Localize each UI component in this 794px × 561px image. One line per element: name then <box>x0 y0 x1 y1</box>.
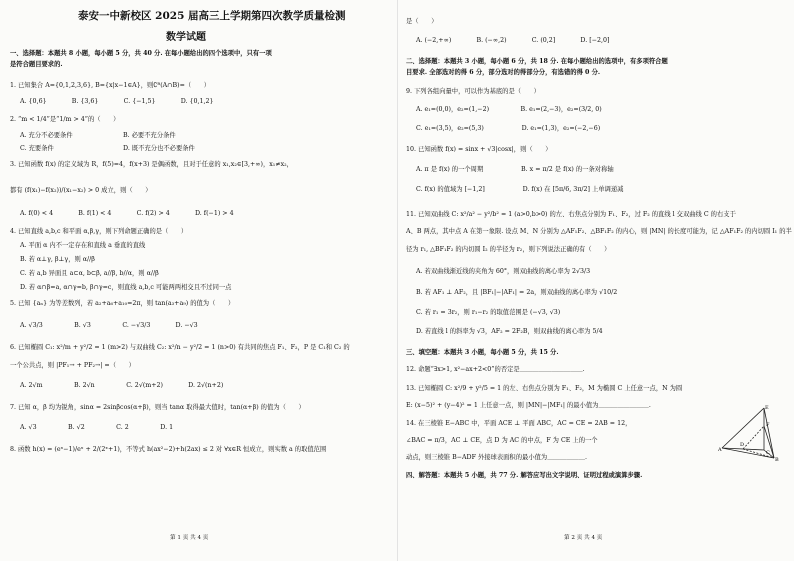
question-2-options-cd: C. 充要条件 D. 既不充分也不必要条件 <box>20 145 195 152</box>
question-5-options: A. √3/3 B. √3 C. −√3/3 D. −√3 <box>20 322 198 329</box>
question-2-options-ab: A. 充分不必要条件 B. 必要不充分条件 <box>20 132 176 139</box>
question-4-option-d: D. 若 α∩β=a, α∩γ=b, β∩γ=c，则直线 a,b,c 可能两两相交且不过同一点 <box>20 284 232 291</box>
question-7-options: A. √3 B. √2 C. 2 D. 1 <box>20 424 174 431</box>
question-3-cont: 都有 (f(x₁)−f(x₂))/(x₁−x₂) > 0 成立，则（ ） <box>10 187 152 194</box>
question-13-cont: E: (x−5)² + (y−4)² = 1 上任意一点，则 |MN|−|MF₁| 的最小值为＿＿＿＿＿＿＿＿. <box>406 402 651 409</box>
section-heading: 二、选择题：本题共 3 小题，每小题 6 分，共 18 分. 在每小题给出的选项中，有多项符合题 <box>406 58 668 65</box>
figure-label-d: D <box>740 442 745 448</box>
question-13: 13. 已知椭圆 C: x²/9 + y²/5 = 1 的左、右焦点分别为 F₁、F₂，M 为椭圆 C 上任意一点，N 为圆 <box>406 385 683 392</box>
question-6-options: A. 2√m B. 2√n C. 2√(m+2) D. 2√(n+2) <box>20 382 224 389</box>
question-14-cont: ∠BAC = π/3，AC ⊥ CE，点 D 为 AC 的中点，F 为 CE 上的一个 <box>406 437 598 444</box>
question-11: 11. 已知双曲线 C: x²/a² − y²/b² = 1 (a>0,b>0) 的左、右焦点分别为 F₁、F₂，过 F₂ 的直线 l 交双曲线 C 的右支于 <box>406 211 736 218</box>
question-1-options: A. {0,6} B. {3,6} C. {−1,5} D. {0,1,2} <box>20 98 214 105</box>
question-4: 4. 已知直线 a,b,c 和平面 α,β,γ，则下列命题正确的是（ ） <box>10 228 188 235</box>
question-8-tail: 是（ ） <box>406 18 438 25</box>
question-8-options: A. (−2,+∞) B. (−∞,2) C. (0,2] D. [−2,0] <box>416 37 610 44</box>
question-9-options-ab: A. e₁=(0,0)，e₂=(1,−2) B. e₁=(2,−3)，e₂=(3/2, 0) <box>416 106 602 113</box>
figure-label-e: E <box>765 405 769 411</box>
question-11-cont-2: 径为 r₁, △BF₁F₂ 的内切圆 I₂ 的半径为 r₂，则下列说法正确的有（ ） <box>406 246 611 253</box>
question-3-options: A. f(0) < 4 B. f(1) < 4 C. f(2) > 4 D. f(−1) > 4 <box>20 210 234 217</box>
question-10: 10. 已知函数 f(x) = sinx + √3|cosx|，则（ ） <box>406 146 552 153</box>
question-9: 9. 下列各组向量中，可以作为基底的是（ ） <box>406 88 540 95</box>
page-footer: 第 2 页 共 4 页 <box>564 535 603 541</box>
figure-label-a: A <box>718 447 722 453</box>
page-divider <box>397 0 398 561</box>
figure-label-c: C <box>766 450 770 456</box>
question-5: 5. 已知 {aₙ} 为等差数列，若 a₂+a₆+a₁₀=2π，则 tan(a₃+a₉) 的值为（ ） <box>10 300 235 307</box>
question-6: 6. 已知椭圆 C₁: x²/m + y²/2 = 1 (m>2) 与双曲线 C₂: x²/n − y²/2 = 1 (n>0) 有共同的焦点 F₁、F₂，P 是 C₁和 C₂ 的 <box>10 344 350 351</box>
figure-label-f: F <box>766 422 770 428</box>
section-heading: 一、选择题：本题共 8 小题，每小题 5 分，共 40 分. 在每小题给出的四个选项中，只有一项 <box>10 50 272 57</box>
question-8: 8. 函数 h(x) = (eˣ−1)/eˣ + 2/(2ˣ+1)，不等式 h(ax²−2)+h(2ax) ≤ 2 对 ∀x∈R 恒成立，则实数 a 的取值范围 <box>10 446 327 453</box>
pyramid-figure <box>718 404 782 462</box>
question-10-options-cd: C. f(x) 的值域为 [−1,2] D. f(x) 在 [5π/6, 3π/2] 上单调递减 <box>416 186 624 193</box>
question-2: 2. “m < 1/4”是“1/m > 4”的（ ） <box>10 116 120 123</box>
question-6-cont: 一个公共点，则 |PF₁→ + PF₂→| =（ ） <box>10 362 135 369</box>
question-11-option-d: D. 若直线 l 的斜率为 √3，AF₂ = 2F₂B，则双曲线的离心率为 5/4 <box>416 328 603 335</box>
question-11-cont-1: A、B 两点，其中点 A 在第一象限. 设点 M、N 分别为 △AF₁F₂、△BF₁F₂ 的内心，则 |MN| 的长度可能为，记 △AF₁F₂ 的内切圆 I₁ 的半 <box>406 228 792 235</box>
question-14-cont-2: 动点，则三棱锥 B−ADF 外接球表面积的最小值为＿＿＿＿＿＿. <box>406 454 587 461</box>
exam-subtitle: 数学试题 <box>166 32 206 43</box>
section-heading-fill: 三、填空题：本题共 3 小题，每小题 5 分，共 15 分. <box>406 349 559 356</box>
question-11-option-c: C. 若 r₁ = 3r₂，则 r₁−r₂ 的取值范围是 (−√3, √3) <box>416 309 561 316</box>
question-4-option-a: A. 平面 α 内不一定存在和直线 a 垂直的直线 <box>20 242 146 249</box>
question-14: 14. 在三棱锥 E−ABC 中，平面 ACE ⊥ 平面 ABC，AC = CE = 2AB = 12， <box>406 420 632 427</box>
question-4-option-b: B. 若 α⊥γ, β⊥γ，则 α//β <box>20 256 95 263</box>
section-heading-solve: 四、解答题：本题共 5 小题，共 77 分. 解答应写出文字说明、证明过程或演算步骤. <box>406 472 643 479</box>
question-12: 12. 命题“∃x>1, x²−ax+2<0”的否定是＿＿＿＿＿＿＿＿＿＿. <box>406 366 585 373</box>
section-heading-cont: 是符合题目要求的. <box>10 61 63 68</box>
figure-label-b: B <box>775 457 779 462</box>
question-9-options-cd: C. e₁=(3,5)，e₂=(5,3) D. e₁=(1,3)，e₂=(−2,−6) <box>416 125 601 132</box>
question-4-option-c: C. 若 a,b 异面且 a⊂α, b⊂β, a//β, b//α，则 α//β <box>20 270 159 277</box>
exam-title: 泰安一中新校区 2025 届高三上学期第四次教学质量检测 <box>78 10 346 22</box>
question-10-options-ab: A. π 是 f(x) 的一个周期 B. x = π/2 是 f(x) 的一条对称轴 <box>416 166 614 173</box>
question-3: 3. 已知函数 f(x) 的定义域为 R，f(5)=4，f(x+3) 是偶函数，且对于任意的 x₁,x₂∈[3,+∞)，x₁≠x₂， <box>10 161 293 168</box>
question-7: 7. 已知 α，β 均为锐角，sinα = 2sinβcos(α+β)，则当 tanα 取得最大值时，tan(α+β) 的值为（ ） <box>10 404 305 411</box>
question-1: 1. 已知集合 A={0,1,2,3,6}, B={x|x−1∈A}，则∁ᴮ(A∩B)=（ ） <box>10 82 211 89</box>
page-footer: 第 1 页 共 4 页 <box>170 535 209 541</box>
question-11-option-b: B. 若 AF₁ ⊥ AF₂，且 |BF₁|−|AF₁| = 2a，则双曲线的离心率为 √10/2 <box>416 289 618 296</box>
section-heading-cont: 目要求. 全部选对的得 6 分，部分选对的得部分分，有选错的得 0 分. <box>406 69 601 76</box>
right-page <box>406 6 792 554</box>
question-11-option-a: A. 若双曲线渐近线的夹角为 60°，则双曲线的离心率为 2√3/3 <box>416 268 591 275</box>
left-page <box>10 6 388 554</box>
